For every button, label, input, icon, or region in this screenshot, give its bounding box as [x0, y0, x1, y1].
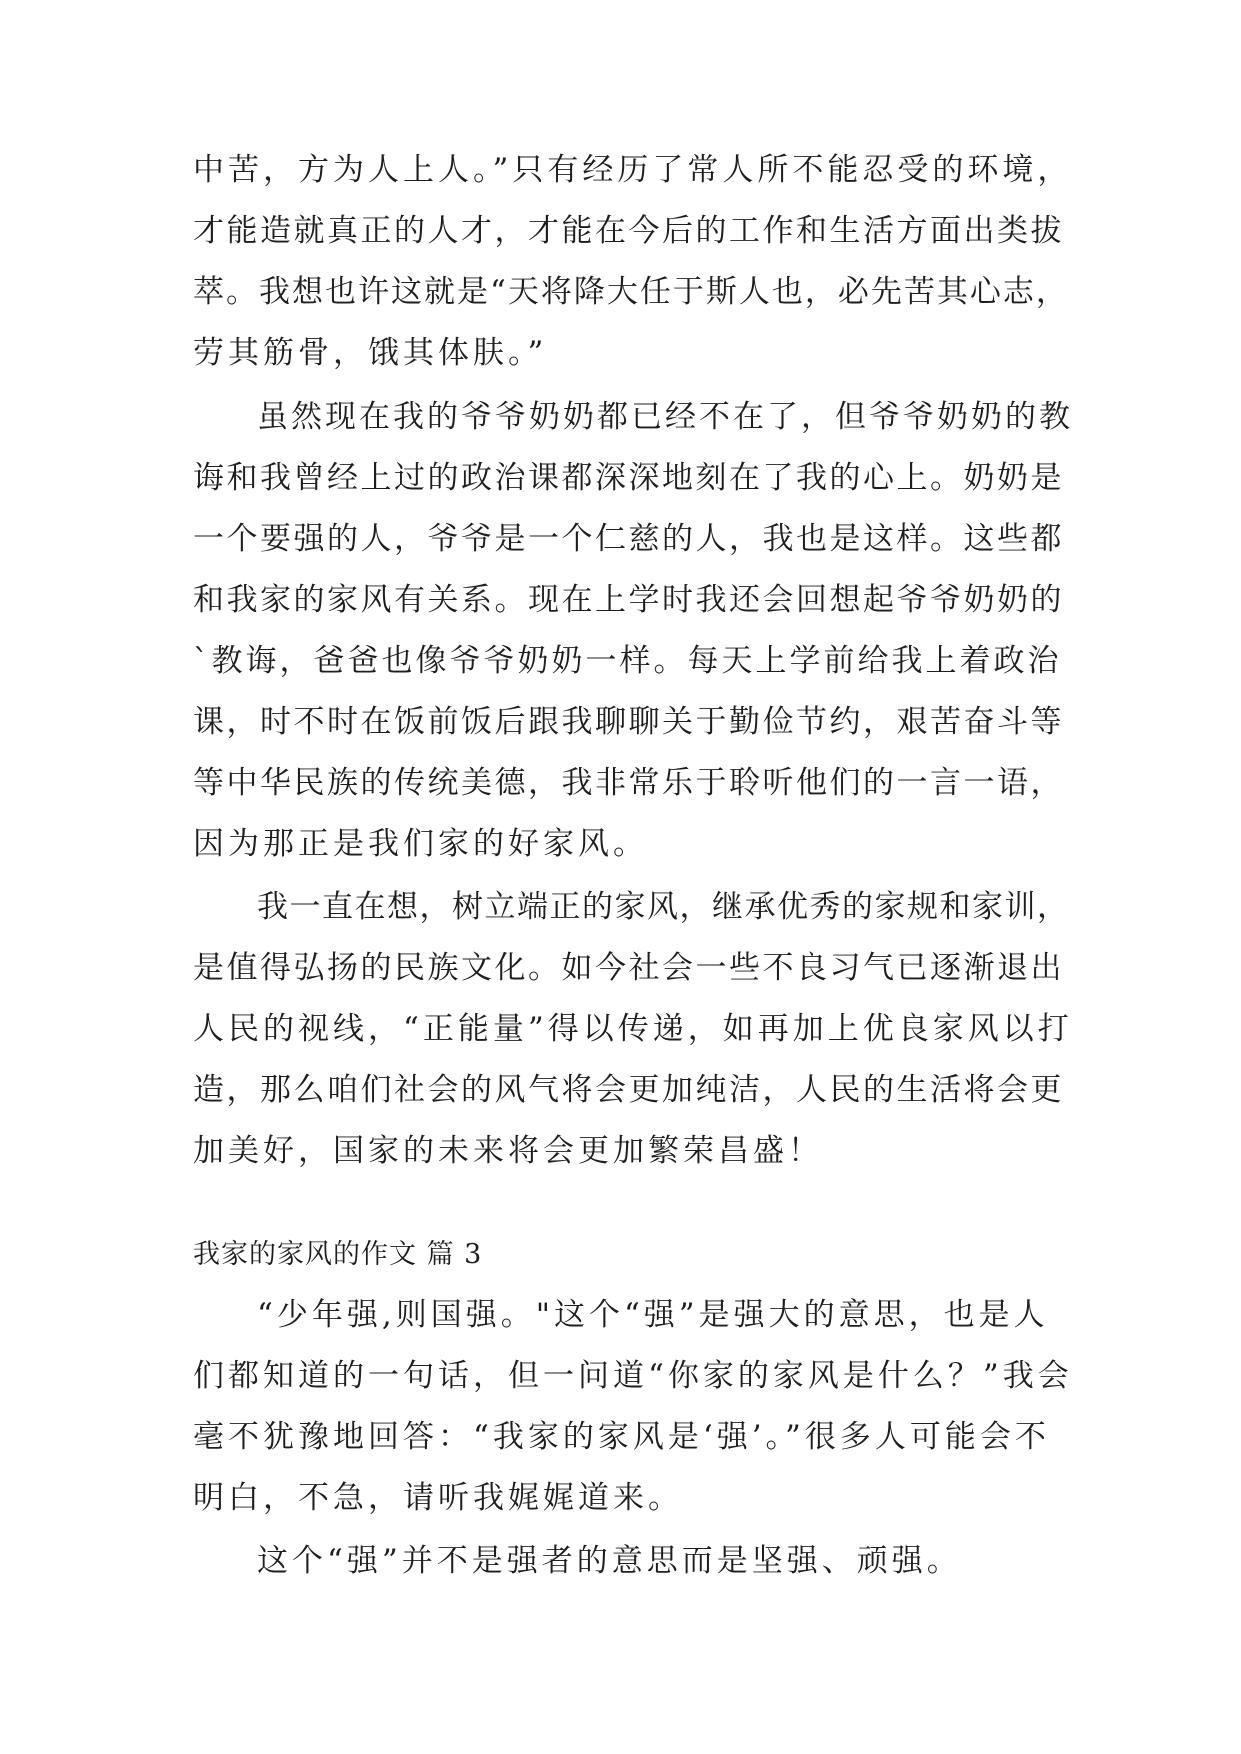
paragraph-3-line-5: 加美好，国家的未来将会更加繁荣昌盛！ [193, 1133, 823, 1169]
paragraph-3-line-1: 我一直在想，树立端正的家风，继承优秀的家规和家训， [257, 889, 1070, 925]
paragraph-2-line-6: 课，时不时在饭前饭后跟我聊聊关于勤俭节约，艰苦奋斗等 [193, 704, 1064, 740]
paragraph-2-line-4: 和我家的家风有关系。现在上学时我还会回想起爷爷奶奶的 [193, 582, 1064, 618]
paragraph-1-line-3: 萃。我想也许这就是“天将降大任于斯人也，必先苦其心志， [193, 274, 1069, 310]
paragraph-2-line-2: 诲和我曾经上过的政治课都深深地刻在了我的心上。奶奶是 [193, 460, 1064, 496]
paragraph-4-line-2: 们都知道的一句话，但一问道“你家的家风是什么？”我会 [193, 1358, 1073, 1394]
paragraph-4-line-3: 毫不犹豫地回答：“我家的家风是‘强’。”很多人可能会不 [193, 1419, 1050, 1455]
paragraph-3-line-3: 人民的视线，“正能量”得以传递，如再加上优良家风以打 [193, 1011, 1073, 1047]
paragraph-4-line-1: “少年强,则国强。"这个“强”是强大的意思，也是人 [257, 1297, 1049, 1333]
paragraph-2-line-1: 虽然现在我的爷爷奶奶都已经不在了，但爷爷奶奶的教 [257, 399, 1073, 435]
paragraph-1-line-1: 中苦，方为人上人。”只有经历了常人所不能忍受的环境， [193, 152, 1073, 188]
paragraph-2-line-3: 一个要强的人，爷爷是一个仁慈的人，我也是这样。这些都 [193, 521, 1064, 557]
paragraph-5-line-1: 这个“强”并不是强者的意思而是坚强、顽强。 [257, 1543, 962, 1579]
section-heading: 我家的家风的作文 篇 3 [193, 1239, 483, 1270]
paragraph-4-line-4: 明白，不急，请听我娓娓道来。 [193, 1480, 683, 1516]
paragraph-3-line-2: 是值得弘扬的民族文化。如今社会一些不良习气已逐渐退出 [193, 950, 1064, 986]
paragraph-1-line-2: 才能造就真正的人才，才能在今后的工作和生活方面出类拔 [193, 213, 1064, 249]
paragraph-2-line-5: `教诲，爸爸也像爷爷奶奶一样。每天上学前给我上着政治 [193, 643, 1062, 679]
paragraph-2-line-7: 等中华民族的传统美德，我非常乐于聆听他们的一言一语， [193, 765, 1064, 801]
paragraph-2-line-8: 因为那正是我们家的好家风。 [193, 826, 648, 862]
paragraph-1-line-4: 劳其筋骨，饿其体肤。” [193, 335, 548, 371]
paragraph-3-line-4: 造，那么咱们社会的风气将会更加纯洁，人民的生活将会更 [193, 1072, 1064, 1108]
